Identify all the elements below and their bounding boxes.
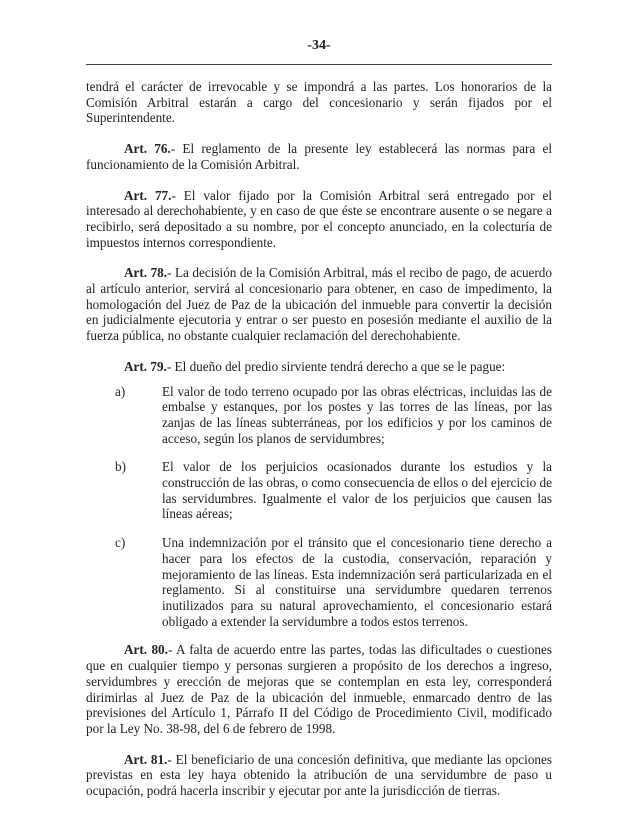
article-80 (86, 642, 552, 736)
article-number: Art. 81. (124, 751, 168, 767)
article-text: - El dueño del predio sirviente tendrá derecho a que se le pague: (166, 358, 506, 374)
list-text: El valor de los perjuicios ocasionados durante los estudios y la construcción de las obras, o como consecuencia de ellos o del ejercicio de las servidumbres. Igualmente el valor de los perjuicios que causen las líneas aéreas; (162, 459, 552, 522)
article-79 (86, 359, 552, 375)
article-text: - El valor fijado por la Comisión Arbitral será entregado por el interesado al derechohabiente, y en caso de que éste se encontrare ausente o se negare a recibirlo, será depositado a su nombre, por el concepto anunciado, en la colecturía de impuestos internos correspondiente. (86, 187, 552, 250)
article-77 (86, 188, 552, 251)
list-item-b (86, 459, 552, 522)
list-text: El valor de todo terreno ocupado por las obras eléctricas, incluidas las de embalse y estanques, por los postes y las torres de las líneas, por las zanjas de las líneas subterráneas, por los edificios y por los caminos de acceso, según los planos de servidumbres; (162, 383, 552, 446)
article-81 (86, 752, 552, 799)
list-letter: c) (115, 535, 126, 551)
article-text: - La decisión de la Comisión Arbitral, más el recibo de pago, de acuerdo al artículo anterior, servirá al concesionario para obtener, en caso de impedimento, la homologación del Juez de Paz de la ubicación del inmueble para convertir la decisión en judicialmente ejecutoria y entrar o ser puesto en posesión mediante el auxilio de la fuerza pública, no obstante cualquier reclamación del derechohabiente. (86, 265, 552, 344)
article-text: - A falta de acuerdo entre las partes, todas las dificultades o cuestiones que en cualquier tiempo y personas surgieren a propósito de los derechos a ingreso, servidumbres y erección de mejoras que se contemplan en esta ley, corresponderá dirimirlas al Juez de Paz de la ubicación del inmueble, enmarcado dentro de las previsiones del Artículo 1, Párrafo II del Código de Procedimiento Civil, modificado por la Ley No. 38-98, del 6 de febrero de 1998. (86, 642, 552, 736)
article-number: Art. 79. (124, 358, 167, 374)
page-number: -34- (307, 38, 331, 53)
article-number: Art. 80. (124, 642, 168, 658)
article-number: Art. 77. (124, 187, 172, 203)
list-text: Una indemnización por el tránsito que el concesionario tiene derecho a hacer para los efectos de la custodia, conservación, reparación y mejoramiento de las líneas. Esta indemnización será particularizada en el reglamento. Si al constituirse una servidumbre quedaren terrenos inutilizados para su natural aprovechamiento, el concesionario estará obligado a extender la servidumbre a todos estos terrenos. (162, 535, 552, 629)
document-body (86, 79, 552, 814)
list-item-c (86, 535, 552, 629)
article-text: - El beneficiario de una concesión definitiva, que mediante las opciones previstas en esta ley haya obtenido la atribución de una servidumbre de paso u ocupación, podrá hacerla inscribir y ejecutar por ante la jurisdicción de tierras. (86, 751, 552, 799)
article-number: Art. 78. (124, 265, 168, 281)
list-item-a (86, 384, 552, 447)
list-letter: b) (115, 459, 126, 475)
article-78 (86, 265, 552, 344)
article-number: Art. 76. (124, 141, 171, 157)
paragraph-continuation: tendrá el carácter de irrevocable y se impondrá a las partes. Los honorarios de la Comisión Arbitral estarán a cargo del concesionario y serán fijados por el Superintendente. (86, 79, 552, 126)
article-76 (86, 141, 552, 172)
list-letter: a) (115, 383, 126, 399)
header-rule (86, 64, 552, 65)
article-text: - El reglamento de la presente ley establecerá las normas para el funcionamiento de la Comisión Arbitral. (86, 141, 552, 172)
